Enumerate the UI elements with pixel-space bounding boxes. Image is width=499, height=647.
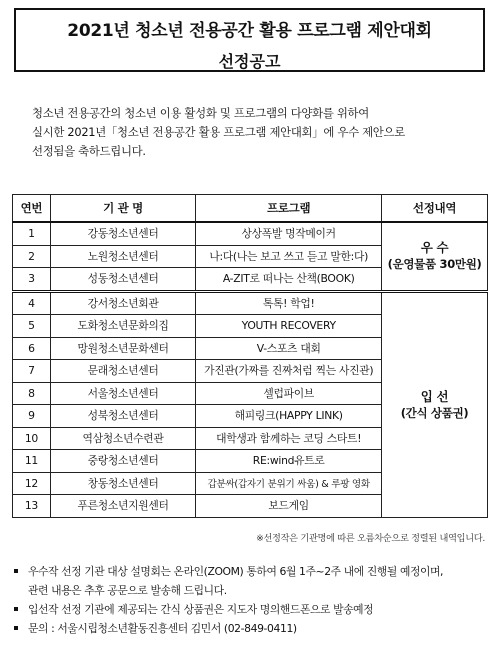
- cell-program: 가진관(가짜를 진짜처럼 찍는 사진관): [196, 360, 382, 383]
- cell-org: 노원청소년센터: [50, 245, 195, 268]
- list-item-continuation: 관련 내용은 추후 공문으로 발송해 드립니다.: [28, 584, 227, 597]
- cell-program: 보드게임: [196, 495, 382, 518]
- cell-org: 푸른청소년지원센터: [50, 495, 195, 518]
- cell-no: 2: [13, 245, 51, 268]
- cell-org: 강서청소년회관: [50, 291, 195, 315]
- cell-no: 4: [13, 291, 51, 315]
- cell-org: 서울청소년센터: [50, 382, 195, 405]
- cell-program: 톡톡! 학업!: [196, 291, 382, 315]
- list-item: 입선작 선정 기관에 제공되는 간식 상품권은 지도자 명의핸드폰으로 발송예정: [12, 600, 492, 619]
- cell-program: 해피링크(HAPPY LINK): [196, 405, 382, 428]
- selection-table: [12, 194, 488, 518]
- cell-no: 11: [13, 450, 51, 473]
- header-org: 기 관 명: [50, 195, 195, 223]
- list-item: 우수작 선정 기관 대상 설명회는 온라인(ZOOM) 통하여 6월 1주~2주 내에 진행될 예정이며,: [12, 562, 492, 581]
- cell-org: 역삼청소년수련관: [50, 427, 195, 450]
- header-selection: 선정내역: [382, 195, 488, 223]
- cell-program: V-스포츠 대회: [196, 337, 382, 360]
- cell-program: 갑분싸(갑자기 분위기 싸움) & 루팡 영화: [196, 472, 382, 495]
- cell-no: 9: [13, 405, 51, 428]
- page-title: 2021년 청소년 전용공간 활용 프로그램 제안대회: [67, 21, 432, 41]
- cell-no: 6: [13, 337, 51, 360]
- cell-no: 12: [13, 472, 51, 495]
- table-note: ※선정작은 기관명에 따른 오름차순으로 정렬된 내역입니다.: [256, 533, 485, 544]
- cell-program: A-ZIT로 떠나는 산책(BOOK): [196, 268, 382, 292]
- selection-detail: (간식 상품권): [400, 405, 469, 420]
- intro-line: 선정됨을 축하드립니다.: [32, 144, 146, 158]
- selection-label: 우 수: [420, 240, 449, 256]
- cell-no: 1: [13, 222, 51, 245]
- list-item: 문의 : 서울시립청소년활동진흥센터 김민서 (02-849-0411): [12, 619, 492, 638]
- cell-org: 창동청소년센터: [50, 472, 195, 495]
- cell-program: 상상폭발 명작메이커: [196, 222, 382, 245]
- cell-program: RE:wind유트로: [196, 450, 382, 473]
- selection-detail: (운영물품 30만원): [387, 257, 482, 272]
- cell-no: 7: [13, 360, 51, 383]
- cell-no: 3: [13, 268, 51, 292]
- cell-program: 셀럽파이브: [196, 382, 382, 405]
- cell-program: 나:다(나는 보고 쓰고 듣고 말한:다): [196, 245, 382, 268]
- cell-org: 강동청소년센터: [50, 222, 195, 245]
- header-program: 프로그램: [196, 195, 382, 223]
- cell-program: 대학생과 함께하는 코딩 스타트!: [196, 427, 382, 450]
- cell-org: 성동청소년센터: [50, 268, 195, 292]
- table-row: [13, 291, 488, 315]
- selection-label: 입 선: [420, 388, 449, 404]
- table-header-row: [13, 195, 488, 223]
- cell-org: 도화청소년문화의집: [50, 315, 195, 338]
- cell-org: 중랑청소년센터: [50, 450, 195, 473]
- table-row: [13, 222, 488, 245]
- cell-no: 8: [13, 382, 51, 405]
- header-no: 연번: [13, 195, 51, 223]
- cell-no: 13: [13, 495, 51, 518]
- page-subtitle: 선정공고: [218, 52, 281, 71]
- intro-line: 실시한 2021년「청소년 전용공간 활용 프로그램 제안대회」에 우수 제안으로: [32, 125, 405, 139]
- notice-list: [12, 562, 492, 638]
- intro-paragraph: [32, 104, 482, 161]
- cell-program: YOUTH RECOVERY: [196, 315, 382, 338]
- selection-honorable: [382, 291, 488, 517]
- cell-org: 문래청소년센터: [50, 360, 195, 383]
- selection-excellent: [382, 222, 488, 291]
- cell-no: 10: [13, 427, 51, 450]
- cell-org: 성북청소년센터: [50, 405, 195, 428]
- title-box: [14, 8, 485, 72]
- intro-line: 청소년 전용공간의 청소년 이용 활성화 및 프로그램의 다양화를 위하여: [32, 106, 369, 120]
- cell-no: 5: [13, 315, 51, 338]
- cell-org: 망원청소년문화센터: [50, 337, 195, 360]
